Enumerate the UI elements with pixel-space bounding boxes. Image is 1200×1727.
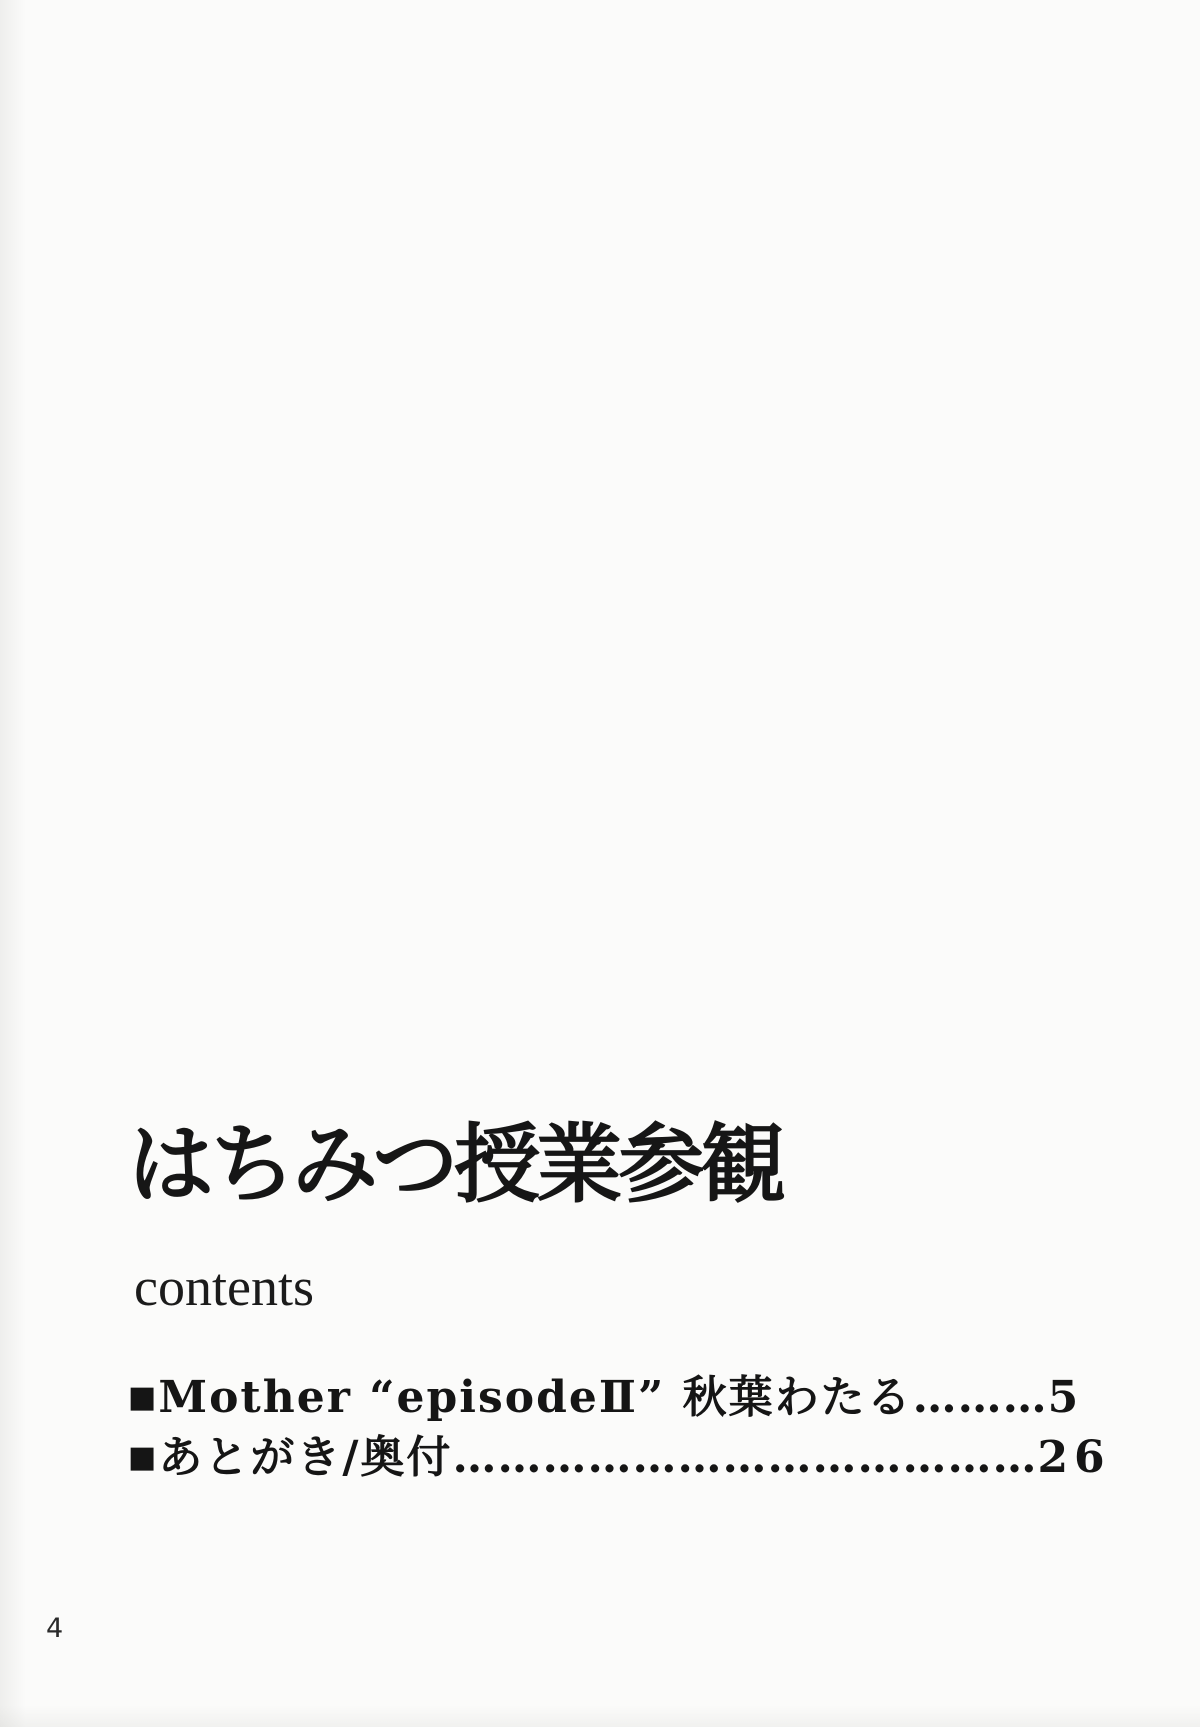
- toc-page-number: 5: [1047, 1372, 1085, 1423]
- table-of-contents: [128, 1368, 1111, 1488]
- toc-page-number: 26: [1037, 1431, 1111, 1483]
- toc-leader-dots: ………: [912, 1372, 1048, 1423]
- toc-leader-dots: …………………………………: [452, 1431, 1038, 1483]
- contents-heading: contents: [134, 1257, 314, 1317]
- page-number: 4: [46, 1613, 64, 1644]
- toc-entry: [128, 1428, 1111, 1488]
- toc-entry-label: Mother “episodeⅡ” 秋葉わたる: [158, 1372, 913, 1423]
- toc-entry-label: あとがき/奥付: [158, 1431, 453, 1483]
- page-title: はちみつ授業参観: [128, 1115, 783, 1215]
- toc-entry: [128, 1368, 1085, 1428]
- bullet-square-icon: ■: [128, 1380, 157, 1415]
- bullet-square-icon: ■: [128, 1439, 157, 1475]
